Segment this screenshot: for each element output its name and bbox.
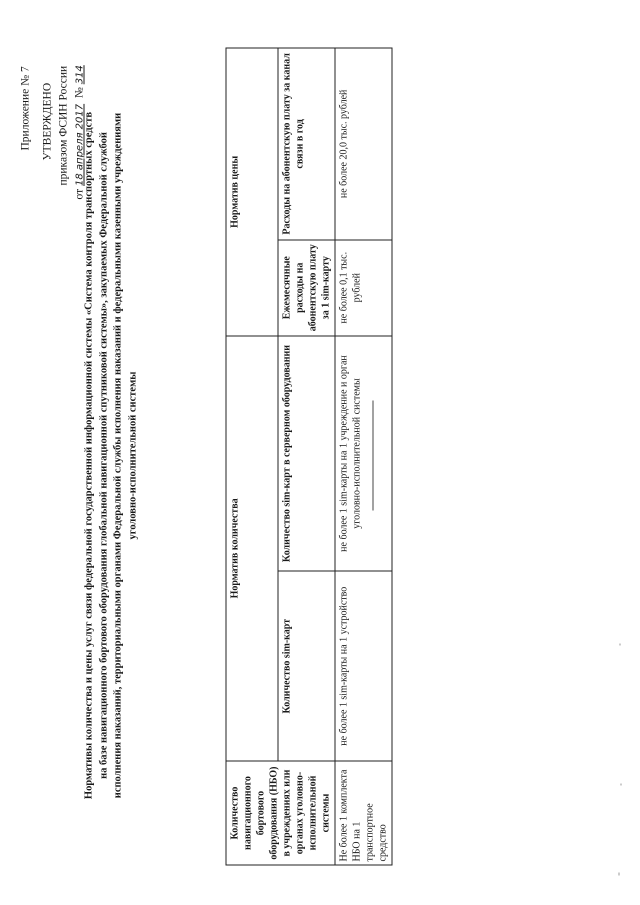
- header-sim-server: Количество sim-карт в серверном оборудовании: [278, 335, 335, 571]
- closing-rule: [372, 400, 373, 510]
- handwritten-date: 18 апреля 2017: [74, 103, 85, 186]
- cell-sim: не более 1 sim-карты на 1 устройство: [335, 571, 392, 761]
- table-row: [335, 48, 392, 865]
- appendix-label: Приложение № 7: [19, 65, 31, 150]
- title-line: Нормативы количества и цены услуг связи федеральной государственной информационной системы «Система контроля транспортных средств: [83, 111, 94, 799]
- document-title: [82, 45, 140, 865]
- title-line: на базе навигационного бортового оборудования глобальной навигационной спутниковой системы», закупаемых Федеральной службой: [97, 131, 109, 779]
- header-monthly-fee: Ежемесячные расходы на абонентскую плату за 1 sim-карту: [278, 239, 335, 335]
- table-subheader-row: [278, 48, 335, 865]
- cell-monthly-fee: не более 0,1 тыс. рублей: [335, 239, 392, 335]
- header-sim-count: Количество sim-карт: [278, 571, 335, 761]
- title-line: исполнения наказаний, территориальными органами Федеральной службы исполнения наказаний и федеральными казенными учреждениями: [112, 112, 124, 798]
- header-group-quantity: Норматив количества: [226, 335, 278, 760]
- scan-speck: [620, 783, 621, 785]
- header-group-price: Норматив цены: [226, 48, 278, 336]
- approved-stamp-text: УТВЕРЖДЕНО: [41, 82, 53, 160]
- handwritten-number: 314: [74, 64, 85, 84]
- scan-speck: [618, 872, 619, 875]
- cell-nbo: Не более 1 комплекта НБО на 1 транспортное средство: [335, 761, 392, 865]
- table-header-row: [226, 48, 278, 865]
- cell-sim-server: не более 1 sim-карты на 1 учреждение и орган уголовно-исполнительной системы: [335, 335, 392, 571]
- cell-annual-fee: не более 20,0 тыс. рублей: [335, 48, 392, 240]
- title-line: уголовно-исполнительной системы: [126, 371, 138, 539]
- header-annual-fee: Расходы на абонентскую плату за канал связи в год: [278, 48, 335, 240]
- order-line: приказом ФСИН России: [57, 65, 69, 185]
- header-nbo-count: Количество навигационного бортового оборудования (НБО) в учреждениях или органах уголовно-исполнительной системы: [226, 761, 335, 865]
- scan-speck: [619, 643, 620, 645]
- norms-table: [225, 47, 392, 865]
- number-label: №: [73, 86, 85, 98]
- date-prefix: от: [73, 188, 85, 199]
